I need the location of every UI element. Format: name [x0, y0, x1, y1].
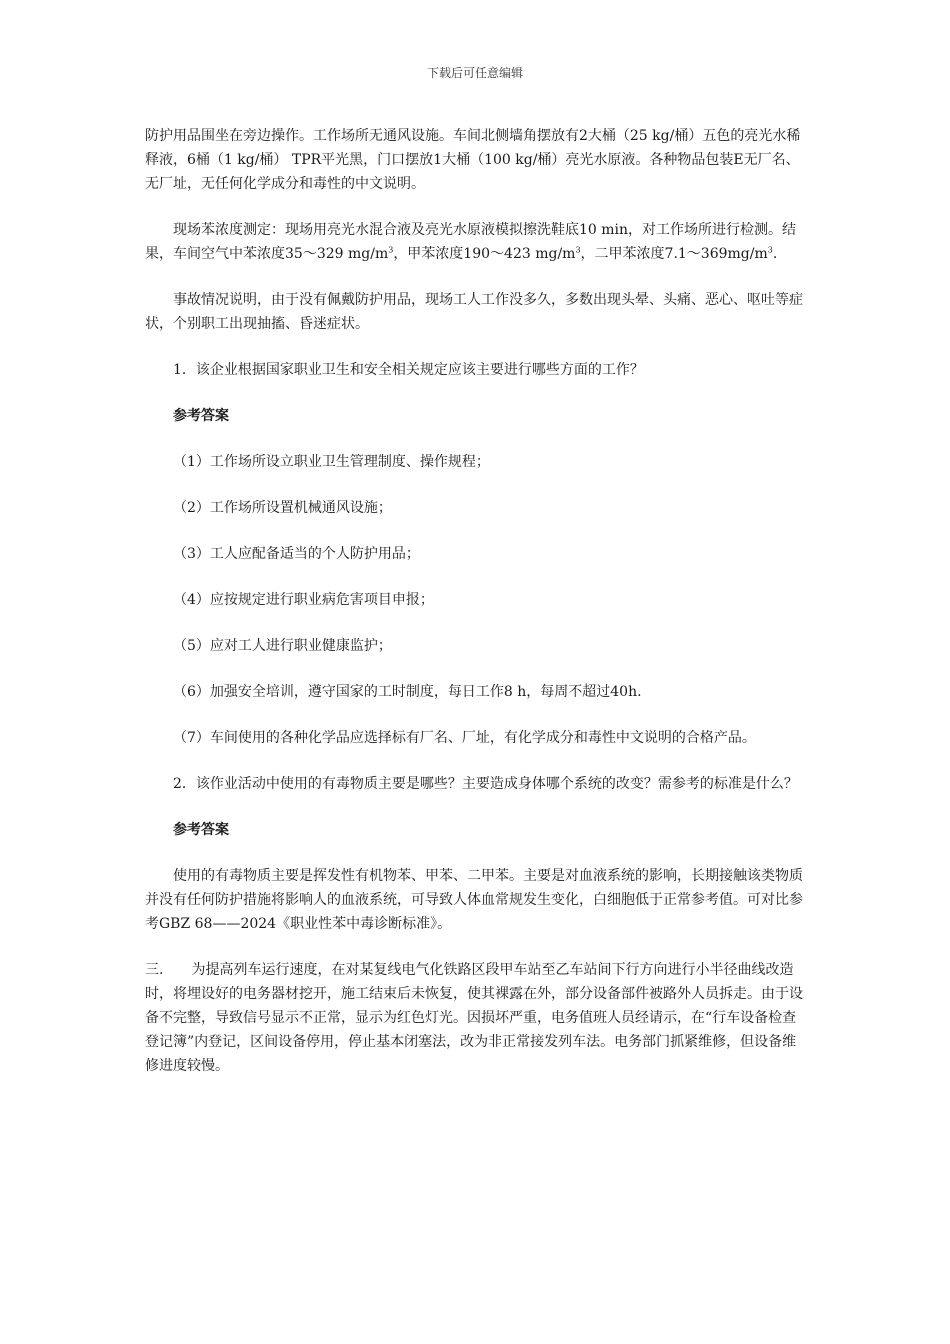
superscript-3: 3 — [575, 245, 581, 255]
benzene-text: 现场苯浓度测定：现场用亮光水混合液及亮光水原液模拟擦洗鞋底10 min，对工作场所进行检测。结果，车间空气中苯浓度35～329 mg/m — [145, 222, 797, 262]
answer-item-5: （5）应对工人进行职业健康监护； — [173, 638, 392, 654]
question-2: 2．该作业活动中使用的有毒物质主要是哪些？主要造成身体哪个系统的改变？需参考的标准是什么？ — [173, 776, 798, 792]
superscript-3: 3 — [767, 245, 773, 255]
question-1: 1．该企业根据国家职业卫生和安全相关规定应该主要进行哪些方面的工作？ — [173, 362, 644, 378]
intro-paragraph-1: 防护用品围坐在旁边操作。工作场所无通风设施。车间北侧墙角摆放有2大桶（25 kg/桶）五色的亮光水稀释液，6桶（1 kg/桶） TPR平光黑，门口摆放1大桶（100 kg/桶）亮光水原液。各种物品包装E无厂名、无厂址，无任何化学成分和毒性的中文说明。 — [145, 128, 801, 192]
answer-label-1: 参考答案 — [173, 408, 229, 424]
period-text: . — [772, 246, 778, 262]
answer-item-3: （3）工人应配备适当的个人防护用品； — [173, 546, 420, 562]
answer-item-1: （1）工作场所设立职业卫生管理制度、操作规程； — [173, 454, 490, 470]
answer-item-7: （7）车间使用的各种化学品应选择标有厂名、厂址，有化学成分和毒性中文说明的合格产品。 — [173, 730, 756, 746]
superscript-3: 3 — [388, 245, 394, 255]
toluene-text: ，甲苯浓度190～423 mg/m — [393, 246, 576, 262]
section-3-paragraph: 三. 为提高列车运行速度，在对某复线电气化铁路区段甲车站至乙车站间下行方向进行小半径曲线改造时，将埋设好的电务器材挖开，施工结束后未恢复，使其裸露在外，部分设备部件被路外人员拆走。由于设备不完整，导致信号显示不正常，显示为红色灯光。因损坏严重，电务值班人员经请示，在“行车设备检查登记簿”内登记，区间设备停用，停止基本闭塞法，改为非正常接发列车法。电务部门抓紧维修，但设备维修进度较慢。 — [145, 962, 803, 1074]
document-body — [145, 124, 807, 1078]
answer-item-6: （6）加强安全培训，遵守国家的工时制度，每日工作8 h，每周不超过40h. — [173, 684, 642, 700]
page-header: 下载后可任意编辑 — [426, 66, 523, 80]
answer-paragraph-2: 使用的有毒物质主要是挥发性有机物苯、甲苯、二甲苯。主要是对血液系统的影响，长期接触该类物质并没有任何防护措施将影响人的血液系统，可导致人体血常规发生变化，白细胞低于正常参考值。可对比参考GBZ 68——2024《职业性苯中毒诊断标准》。 — [145, 868, 803, 932]
answer-item-4: （4）应按规定进行职业病危害项目申报； — [173, 592, 434, 608]
intro-paragraph-2 — [145, 218, 807, 266]
answer-item-2: （2）工作场所设置机械通风设施； — [173, 500, 392, 516]
intro-paragraph-3: 事故情况说明，由于没有佩戴防护用品，现场工人工作没多久，多数出现头晕、头痛、恶心、呕吐等症状，个别职工出现抽搐、昏迷症状。 — [145, 292, 803, 332]
answer-label-2: 参考答案 — [173, 822, 229, 838]
xylene-text: ，二甲苯浓度7.1～369mg/m — [580, 246, 768, 262]
